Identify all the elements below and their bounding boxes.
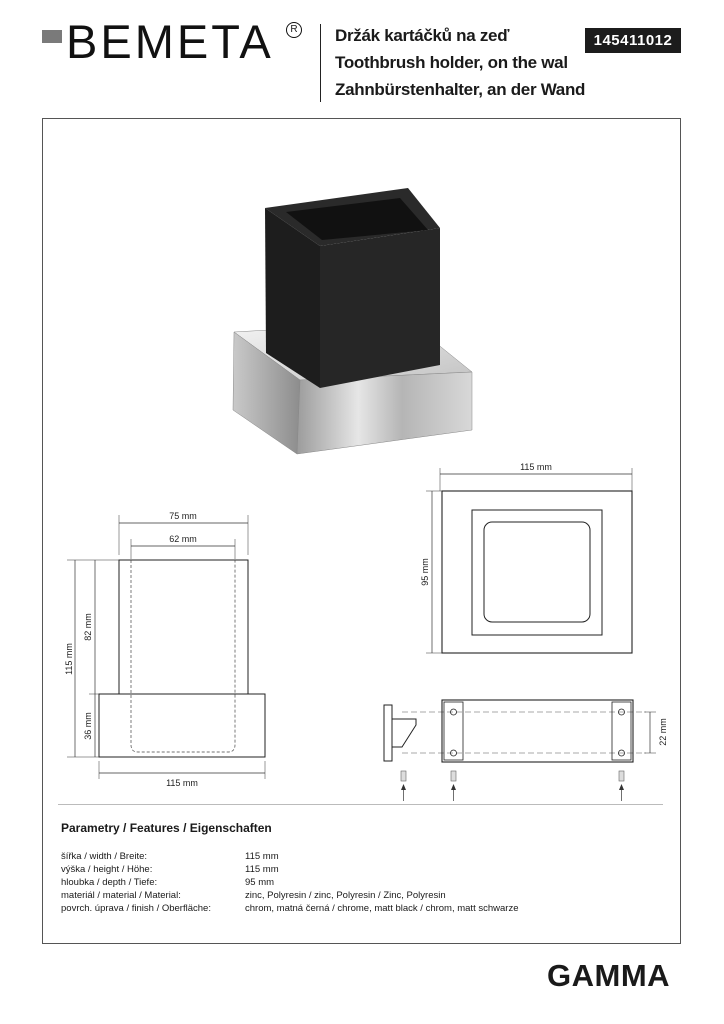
wall-plug-icon [451, 771, 456, 801]
dim-side-base-height: 36 mm [83, 712, 93, 740]
spec-label: výška / height / Höhe: [61, 864, 153, 875]
spec-value: zinc, Polyresin / zinc, Polyresin / Zinc, Polyresin [245, 890, 446, 901]
spec-label: šířka / width / Breite: [61, 851, 148, 862]
top-view-drawing [412, 458, 642, 663]
spec-label: hloubka / depth / Tiefe: [61, 877, 158, 888]
dim-side-total-width: 75 mm [169, 511, 197, 521]
series-name: GAMMA [547, 958, 671, 993]
spec-value: 115 mm [245, 851, 279, 862]
mounting-plate-drawing [378, 695, 673, 805]
spec-label: materiál / material / Material: [61, 890, 181, 901]
dim-side-total-height: 115 mm [64, 643, 74, 675]
dim-side-cup-height: 82 mm [83, 613, 93, 641]
spec-value: 115 mm [245, 864, 279, 875]
registered-mark: R [286, 22, 302, 38]
title-czech: Držák kartáčků na zeď [335, 26, 510, 45]
features-heading: Parametry / Features / Eigenschaften [61, 821, 272, 835]
dim-side-base-width: 115 mm [166, 778, 198, 788]
dim-side-inner-width: 62 mm [169, 534, 197, 544]
brand-logo: BEMETA [66, 15, 274, 68]
dim-mount-height: 22 mm [658, 718, 668, 746]
spec-label: povrch. úprava / finish / Oberfläche: [61, 903, 211, 914]
spec-value: 95 mm [245, 877, 275, 888]
section-divider [58, 804, 663, 805]
spec-value: chrom, matná černá / chrome, matt black / chrom, matt schwarze [245, 903, 519, 914]
dim-top-width: 115 mm [520, 462, 552, 472]
product-code-badge: 145411012 [585, 28, 681, 53]
wall-plug-icon [619, 771, 624, 801]
title-german: Zahnbürstenhalter, an der Wand [335, 80, 586, 99]
wall-plug-icon [401, 771, 406, 801]
product-image [230, 180, 480, 460]
header-divider [320, 24, 321, 102]
dim-top-depth: 95 mm [420, 558, 430, 586]
logo-mark [42, 30, 62, 43]
title-english: Toothbrush holder, on the wal [335, 53, 568, 72]
side-view-drawing [55, 505, 285, 795]
